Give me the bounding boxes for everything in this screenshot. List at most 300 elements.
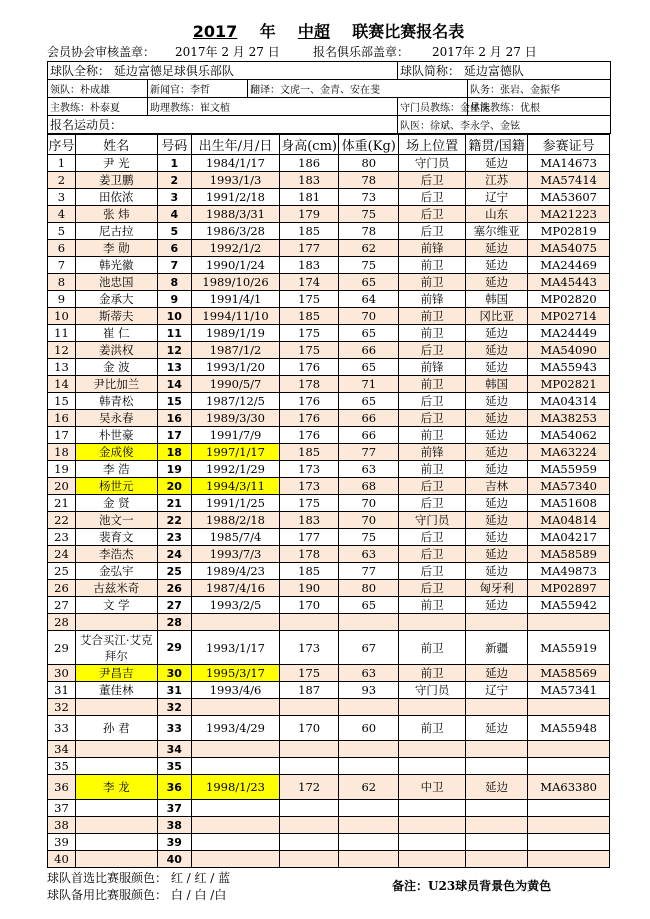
row-height: 177 (280, 240, 339, 257)
row-number: 7 (157, 257, 191, 274)
staff-affairs: 队务：张岩、金振华 (468, 80, 611, 98)
row-dob: 1984/1/17 (191, 155, 279, 172)
row-weight: 65 (339, 597, 399, 614)
row-name (75, 758, 157, 775)
row-position: 后卫 (399, 410, 466, 427)
row-weight: 71 (339, 376, 399, 393)
row-height: 179 (280, 206, 339, 223)
registration-sheet (47, 20, 610, 904)
row-dob: 1991/4/1 (191, 291, 279, 308)
staff-gk-coach: 守门员教练：金星洙 (398, 98, 468, 116)
row-number: 30 (157, 665, 191, 682)
table-row (48, 393, 610, 410)
row-dob (191, 851, 279, 868)
row-seq: 36 (48, 775, 76, 800)
row-cert (528, 741, 610, 758)
table-row (48, 444, 610, 461)
row-dob (191, 817, 279, 834)
row-cert: MA55948 (528, 716, 610, 741)
home-kit-colors: 球队首选比赛服颜色： 红 / 红 / 蓝 (47, 871, 231, 885)
row-origin: 韩国 (465, 376, 527, 393)
row-height: 175 (280, 342, 339, 359)
row-cert: MA57341 (528, 682, 610, 699)
row-dob: 1990/1/24 (191, 257, 279, 274)
row-height (280, 699, 339, 716)
row-origin: 辽宁 (465, 682, 527, 699)
row-weight: 62 (339, 240, 399, 257)
row-origin: 延边 (465, 512, 527, 529)
row-name: 田依浓 (75, 189, 157, 206)
row-cert (528, 758, 610, 775)
team-short-name-value: 延边富德队 (463, 64, 524, 78)
row-name: 金弘宇 (75, 563, 157, 580)
row-dob (191, 699, 279, 716)
row-cert: MP02821 (528, 376, 610, 393)
row-number: 15 (157, 393, 191, 410)
col-position: 场上位置 (399, 135, 466, 155)
row-height: 185 (280, 563, 339, 580)
row-seq: 17 (48, 427, 76, 444)
row-height: 178 (280, 546, 339, 563)
row-seq: 9 (48, 291, 76, 308)
row-number: 37 (157, 800, 191, 817)
row-seq: 29 (48, 631, 76, 665)
row-weight: 68 (339, 478, 399, 495)
table-row (48, 410, 610, 427)
row-origin: 江苏 (465, 172, 527, 189)
row-name: 姜洪权 (75, 342, 157, 359)
row-seq: 20 (48, 478, 76, 495)
table-row (48, 834, 610, 851)
row-name: 李 勋 (75, 240, 157, 257)
row-origin (465, 758, 527, 775)
row-name (75, 851, 157, 868)
table-row (48, 257, 610, 274)
row-weight: 60 (339, 716, 399, 741)
row-origin: 新疆 (465, 631, 527, 665)
row-position: 后卫 (399, 529, 466, 546)
row-dob: 1992/1/2 (191, 240, 279, 257)
row-height (280, 758, 339, 775)
table-row (48, 546, 610, 563)
assoc-stamp-date: 2017年 2 月 27 日 (175, 45, 280, 59)
row-name: 池忠国 (75, 274, 157, 291)
row-weight: 63 (339, 546, 399, 563)
row-weight: 75 (339, 529, 399, 546)
row-weight: 70 (339, 512, 399, 529)
row-seq: 33 (48, 716, 76, 741)
table-row (48, 699, 610, 716)
row-position (399, 699, 466, 716)
row-cert: MA45443 (528, 274, 610, 291)
row-cert: MA55943 (528, 359, 610, 376)
row-position: 前锋 (399, 291, 466, 308)
row-number: 22 (157, 512, 191, 529)
row-dob: 1987/1/2 (191, 342, 279, 359)
table-row (48, 189, 610, 206)
row-name: 尹昌吉 (75, 665, 157, 682)
row-number: 23 (157, 529, 191, 546)
staff-leader: 领队：朴成雄 (48, 80, 148, 98)
table-row (48, 597, 610, 614)
table-row (48, 155, 610, 172)
row-cert: MA51608 (528, 495, 610, 512)
row-number: 40 (157, 851, 191, 868)
row-number: 25 (157, 563, 191, 580)
club-stamp-label: 报名俱乐部盖章： (313, 45, 410, 59)
row-height: 170 (280, 716, 339, 741)
row-number: 2 (157, 172, 191, 189)
table-row (48, 682, 610, 699)
row-seq: 39 (48, 834, 76, 851)
row-seq: 7 (48, 257, 76, 274)
row-origin: 延边 (465, 665, 527, 682)
row-weight: 73 (339, 189, 399, 206)
row-weight: 70 (339, 308, 399, 325)
row-seq: 32 (48, 699, 76, 716)
row-name: 董佳林 (75, 682, 157, 699)
row-name: 韩光徽 (75, 257, 157, 274)
row-origin: 延边 (465, 495, 527, 512)
row-seq: 26 (48, 580, 76, 597)
table-row (48, 716, 610, 741)
row-seq: 21 (48, 495, 76, 512)
row-origin: 辽宁 (465, 189, 527, 206)
table-row (48, 580, 610, 597)
row-seq: 3 (48, 189, 76, 206)
row-weight: 64 (339, 291, 399, 308)
row-name: 孙 君 (75, 716, 157, 741)
table-row (48, 800, 610, 817)
row-height: 174 (280, 274, 339, 291)
row-cert: MA58589 (528, 546, 610, 563)
row-number: 19 (157, 461, 191, 478)
row-weight: 63 (339, 665, 399, 682)
row-position: 前锋 (399, 359, 466, 376)
row-name: 姜卫鹏 (75, 172, 157, 189)
row-dob: 1989/3/30 (191, 410, 279, 427)
row-dob: 1992/1/29 (191, 461, 279, 478)
row-number: 28 (157, 614, 191, 631)
row-name: 李 浩 (75, 461, 157, 478)
row-cert: MP02820 (528, 291, 610, 308)
row-name: 文 学 (75, 597, 157, 614)
row-position: 后卫 (399, 393, 466, 410)
title-year-unit: 年 (259, 22, 276, 41)
row-name (75, 614, 157, 631)
row-cert: MA63224 (528, 444, 610, 461)
row-dob: 1991/2/18 (191, 189, 279, 206)
staff-fitness: 体能教练：优根 (468, 98, 611, 116)
row-dob: 1997/1/17 (191, 444, 279, 461)
roster-body (48, 155, 610, 868)
row-number: 1 (157, 155, 191, 172)
row-position: 守门员 (399, 512, 466, 529)
row-height: 172 (280, 775, 339, 800)
row-position: 前卫 (399, 308, 466, 325)
row-weight (339, 817, 399, 834)
row-height (280, 800, 339, 817)
table-row (48, 478, 610, 495)
table-row (48, 274, 610, 291)
row-cert: MA24449 (528, 325, 610, 342)
row-weight: 75 (339, 206, 399, 223)
row-cert (528, 699, 610, 716)
row-dob: 1989/4/23 (191, 563, 279, 580)
row-number: 8 (157, 274, 191, 291)
row-cert (528, 614, 610, 631)
staff-press: 新闻官：李哲 (148, 80, 248, 98)
row-dob: 1988/2/18 (191, 512, 279, 529)
row-height: 176 (280, 359, 339, 376)
row-height (280, 851, 339, 868)
row-cert: MA55942 (528, 597, 610, 614)
row-position: 前锋 (399, 444, 466, 461)
row-position: 后卫 (399, 206, 466, 223)
row-weight: 75 (339, 257, 399, 274)
row-origin: 延边 (465, 393, 527, 410)
row-origin: 塞尔维亚 (465, 223, 527, 240)
row-height: 175 (280, 291, 339, 308)
row-name: 张 炜 (75, 206, 157, 223)
roster-table (47, 134, 610, 868)
table-row (48, 291, 610, 308)
row-dob (191, 834, 279, 851)
row-name: 斯蒂夫 (75, 308, 157, 325)
row-seq: 10 (48, 308, 76, 325)
row-weight: 63 (339, 461, 399, 478)
row-cert: MA04217 (528, 529, 610, 546)
row-cert: MA55919 (528, 631, 610, 665)
row-cert: MA54090 (528, 342, 610, 359)
table-row (48, 529, 610, 546)
row-cert: MA21223 (528, 206, 610, 223)
row-dob: 1987/12/5 (191, 393, 279, 410)
row-height (280, 741, 339, 758)
row-position (399, 741, 466, 758)
row-weight (339, 758, 399, 775)
row-name: 崔 仁 (75, 325, 157, 342)
row-seq: 13 (48, 359, 76, 376)
row-cert: MA57414 (528, 172, 610, 189)
row-height: 190 (280, 580, 339, 597)
col-cert: 参赛证号 (528, 135, 610, 155)
row-seq: 18 (48, 444, 76, 461)
title-rest: 联赛比赛报名表 (352, 22, 465, 41)
row-number: 12 (157, 342, 191, 359)
row-weight (339, 851, 399, 868)
row-number: 14 (157, 376, 191, 393)
table-row (48, 495, 610, 512)
row-cert: MA04814 (528, 512, 610, 529)
row-height: 173 (280, 461, 339, 478)
row-weight: 65 (339, 393, 399, 410)
row-origin: 延边 (465, 563, 527, 580)
row-weight: 77 (339, 563, 399, 580)
row-cert (528, 817, 610, 834)
col-height: 身高(cm) (280, 135, 339, 155)
team-short-name (398, 62, 611, 80)
row-weight: 80 (339, 155, 399, 172)
row-name (75, 741, 157, 758)
title-year: 2017 (192, 22, 238, 41)
athletes-label: 报名运动员： (48, 116, 398, 134)
row-weight: 77 (339, 444, 399, 461)
row-origin: 山东 (465, 206, 527, 223)
table-row (48, 206, 610, 223)
row-cert: MP02714 (528, 308, 610, 325)
row-origin: 延边 (465, 359, 527, 376)
row-weight: 78 (339, 172, 399, 189)
table-row (48, 665, 610, 682)
row-weight (339, 800, 399, 817)
row-seq: 31 (48, 682, 76, 699)
table-row (48, 851, 610, 868)
staff-head-coach: 主教练：朴泰夏 (48, 98, 148, 116)
row-height: 170 (280, 597, 339, 614)
row-dob: 1985/7/4 (191, 529, 279, 546)
row-number: 11 (157, 325, 191, 342)
row-number: 4 (157, 206, 191, 223)
row-origin: 延边 (465, 257, 527, 274)
row-height: 183 (280, 172, 339, 189)
row-position (399, 614, 466, 631)
row-position: 后卫 (399, 223, 466, 240)
row-position: 守门员 (399, 155, 466, 172)
col-origin: 籍贯/国籍 (465, 135, 527, 155)
row-number: 27 (157, 597, 191, 614)
row-position: 后卫 (399, 172, 466, 189)
row-origin: 延边 (465, 342, 527, 359)
row-dob (191, 758, 279, 775)
row-position: 前卫 (399, 665, 466, 682)
row-cert: MA38253 (528, 410, 610, 427)
row-dob: 1988/3/31 (191, 206, 279, 223)
row-cert: MA63380 (528, 775, 610, 800)
row-dob: 1993/1/20 (191, 359, 279, 376)
row-weight: 93 (339, 682, 399, 699)
staff-translator: 翻译：文虎一、金青、安在斐 (248, 80, 468, 98)
row-origin: 延边 (465, 444, 527, 461)
col-number: 号码 (157, 135, 191, 155)
row-origin: 延边 (465, 529, 527, 546)
row-height: 176 (280, 410, 339, 427)
row-name: 金承大 (75, 291, 157, 308)
row-seq: 14 (48, 376, 76, 393)
row-position: 前锋 (399, 240, 466, 257)
row-number: 39 (157, 834, 191, 851)
row-dob: 1989/1/19 (191, 325, 279, 342)
signature-row (47, 44, 610, 61)
row-weight (339, 699, 399, 716)
row-seq: 38 (48, 817, 76, 834)
row-position: 后卫 (399, 546, 466, 563)
table-row (48, 512, 610, 529)
row-position (399, 817, 466, 834)
row-seq: 4 (48, 206, 76, 223)
row-height (280, 614, 339, 631)
row-origin: 延边 (465, 461, 527, 478)
row-height: 178 (280, 376, 339, 393)
row-weight: 65 (339, 359, 399, 376)
row-origin (465, 614, 527, 631)
row-cert (528, 834, 610, 851)
row-number: 16 (157, 410, 191, 427)
row-height: 173 (280, 631, 339, 665)
row-position: 后卫 (399, 478, 466, 495)
row-position (399, 758, 466, 775)
row-height: 177 (280, 529, 339, 546)
row-seq: 35 (48, 758, 76, 775)
page-title (47, 20, 610, 44)
row-cert: MA04314 (528, 393, 610, 410)
row-cert: MA57340 (528, 478, 610, 495)
row-weight: 66 (339, 427, 399, 444)
row-name: 艾合买江·艾克拜尔 (75, 631, 157, 665)
row-name: 古兹米奇 (75, 580, 157, 597)
row-height: 186 (280, 155, 339, 172)
row-weight: 65 (339, 274, 399, 291)
row-name: 尹比加兰 (75, 376, 157, 393)
row-origin: 吉林 (465, 478, 527, 495)
row-height: 175 (280, 495, 339, 512)
row-origin: 延边 (465, 240, 527, 257)
row-origin: 延边 (465, 410, 527, 427)
row-cert: MA14673 (528, 155, 610, 172)
table-row (48, 461, 610, 478)
row-dob: 1993/1/3 (191, 172, 279, 189)
table-row (48, 223, 610, 240)
row-seq: 24 (48, 546, 76, 563)
row-height: 173 (280, 478, 339, 495)
row-name: 金成俊 (75, 444, 157, 461)
row-position: 守门员 (399, 682, 466, 699)
row-dob: 1990/5/7 (191, 376, 279, 393)
row-origin: 匈牙利 (465, 580, 527, 597)
row-dob: 1994/3/11 (191, 478, 279, 495)
team-info-table (47, 61, 611, 134)
row-dob: 1993/2/5 (191, 597, 279, 614)
row-cert: MA58569 (528, 665, 610, 682)
row-height: 181 (280, 189, 339, 206)
row-seq: 22 (48, 512, 76, 529)
row-cert: MP02819 (528, 223, 610, 240)
row-position: 前卫 (399, 631, 466, 665)
col-name: 姓名 (75, 135, 157, 155)
row-dob (191, 741, 279, 758)
row-weight (339, 834, 399, 851)
col-dob: 出生年/月/日 (191, 135, 279, 155)
row-height: 185 (280, 308, 339, 325)
table-row (48, 817, 610, 834)
table-row (48, 614, 610, 631)
table-row (48, 758, 610, 775)
row-cert: MA53607 (528, 189, 610, 206)
row-position: 后卫 (399, 580, 466, 597)
row-height: 185 (280, 223, 339, 240)
row-name: 裴育文 (75, 529, 157, 546)
row-height: 175 (280, 325, 339, 342)
row-cert: MA55959 (528, 461, 610, 478)
row-number: 13 (157, 359, 191, 376)
row-height (280, 817, 339, 834)
row-height: 176 (280, 427, 339, 444)
row-height: 185 (280, 444, 339, 461)
row-position: 前卫 (399, 257, 466, 274)
row-name: 杨世元 (75, 478, 157, 495)
row-dob: 1993/4/6 (191, 682, 279, 699)
row-origin: 延边 (465, 325, 527, 342)
